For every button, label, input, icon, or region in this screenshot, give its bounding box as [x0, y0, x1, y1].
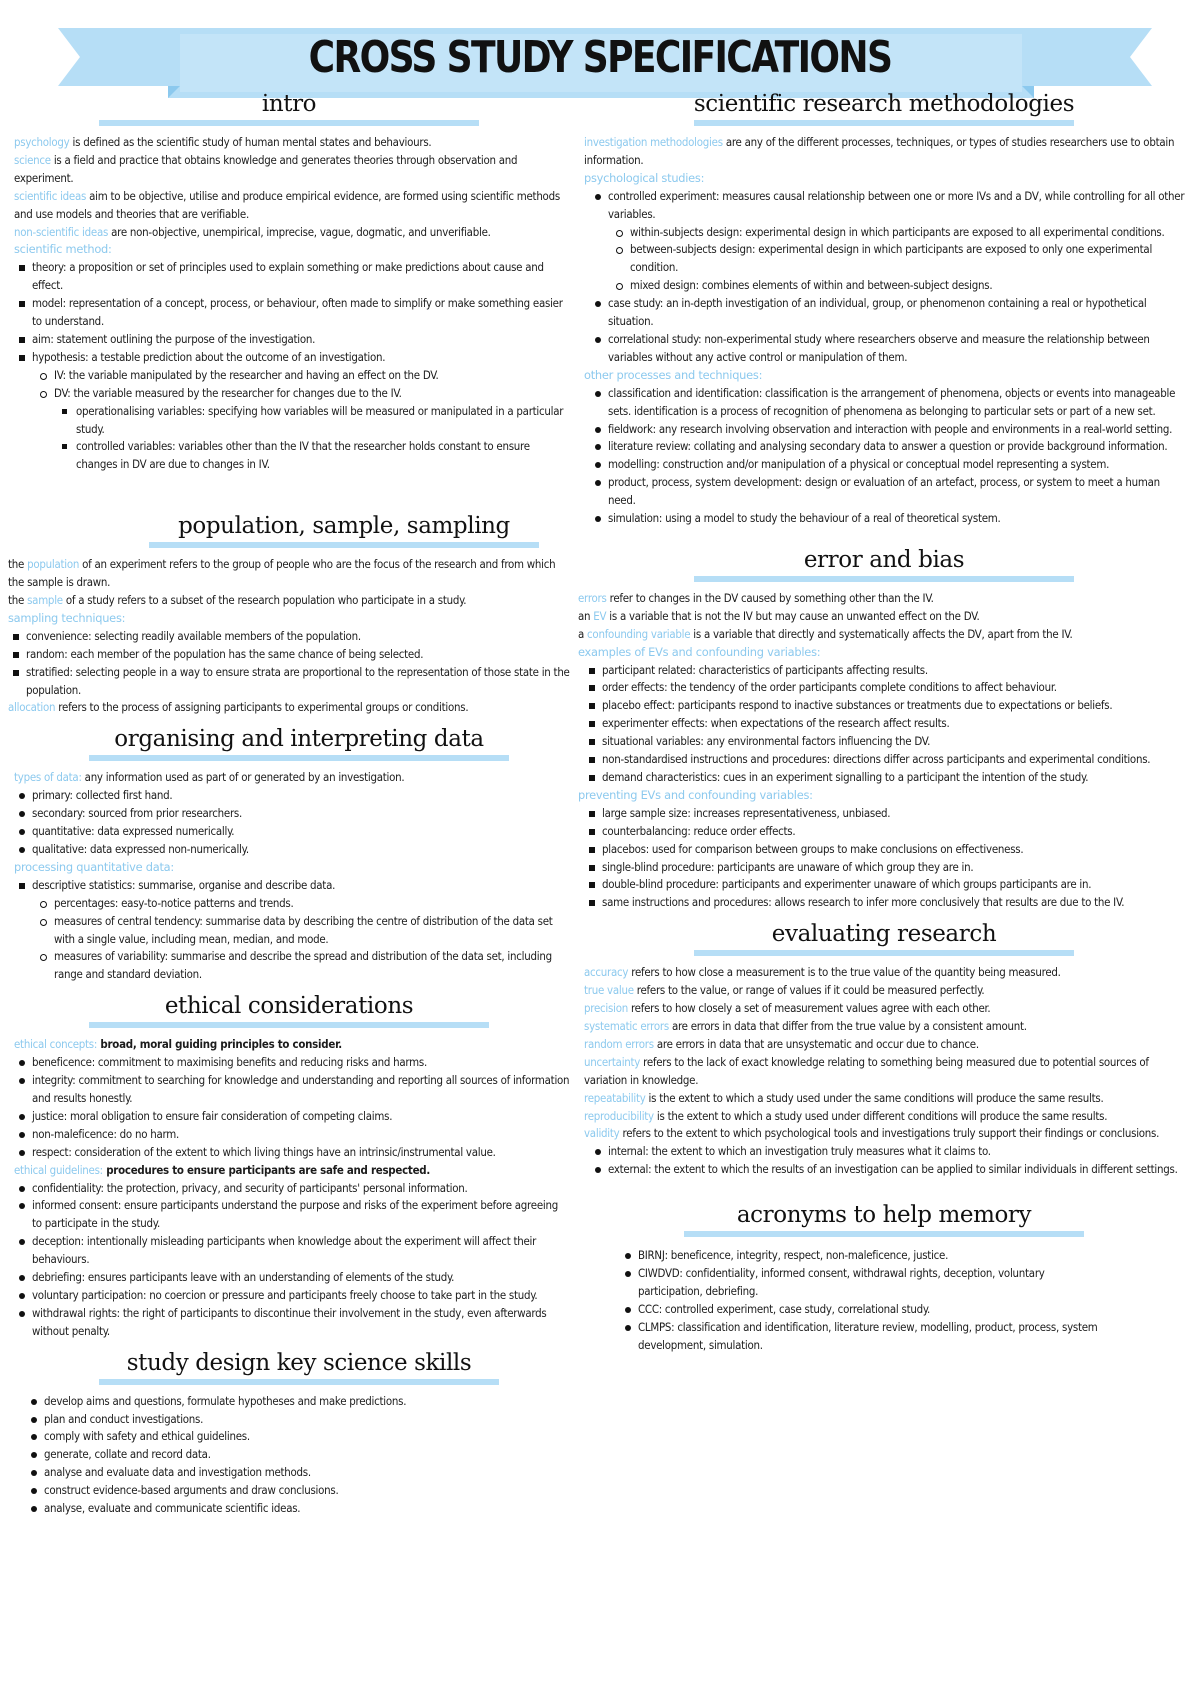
list-item [54, 385, 570, 475]
ethics-section [8, 992, 570, 1340]
text: are non-objective, unempirical, imprecise, vague, dogmatic, and unverifiable. [108, 224, 491, 239]
list-item: case study: an in-depth investigation of an individual, group, or phenomenon containing a real or hypothetical situation. [608, 295, 1190, 331]
left-column [8, 90, 570, 1695]
keyword: types of data: [14, 770, 82, 785]
list-item: informed consent: ensure participants understand the purpose and risks of the experiment before agreeing to participate in the study. [32, 1197, 570, 1233]
acronyms-list [578, 1247, 1190, 1354]
keyword: EV [593, 608, 607, 623]
list-item: placebo effect: participants respond to inactive substances or treatments due to expectations or beliefs. [602, 697, 1190, 715]
list-item: deception: intentionally misleading participants when knowledge about the experiment will affect their behaviours. [32, 1233, 570, 1269]
section-title: error and bias [803, 546, 965, 573]
text: is the extent to which a study used under different conditions will produce the same results. [653, 1108, 1108, 1123]
list-item [608, 188, 1190, 295]
title-banner [0, 14, 1200, 100]
psych-studies-list [584, 188, 1190, 367]
text: descriptive statistics: summarise, organise and describe data. [32, 877, 336, 892]
list-item: CCC: controlled experiment, case study, correlational study. [638, 1301, 1110, 1319]
list-item: fieldwork: any research involving observation and interaction with people and environments in a real-world setting. [608, 421, 1190, 439]
keyword: psychology [14, 135, 70, 149]
text: any information used as part of or generated by an investigation. [81, 770, 405, 785]
paragraph [8, 592, 570, 610]
methodologies-header [578, 90, 1190, 126]
list-item: voluntary participation: no coercion or pressure and participants freely choose to take part in the study. [32, 1287, 570, 1305]
list-item: primary: collected first hand. [32, 787, 570, 805]
text: refers to how closely a set of measurement values agree with each other. [627, 1001, 991, 1016]
list-item: product, process, system development: design or evaluation of an artefact, process, or system to meet a human need. [608, 474, 1190, 510]
text: of a study refers to a subset of the research population who participate in a study. [62, 593, 467, 608]
section-title: ethical considerations [164, 993, 414, 1020]
section-title: organising and interpreting data [114, 726, 484, 753]
list-item: non-standardised instructions and procedures: directions differ across participants and experimental conditions. [602, 751, 1190, 769]
list-item: single-blind procedure: participants are unaware of which group they are in. [602, 859, 1190, 877]
list-item: plan and conduct investigations. [44, 1411, 570, 1429]
organising-section [8, 725, 570, 984]
section-underline [99, 120, 479, 126]
paragraph [584, 1054, 1190, 1090]
section-title: evaluating research [771, 921, 997, 948]
list-item: IV: the variable manipulated by the researcher and having an effect on the DV. [54, 367, 570, 385]
list-item: same instructions and procedures: allows research to infer more conclusively that results are due to the IV. [602, 894, 1190, 912]
list-item: BIRNJ: beneficence, integrity, respect, non-maleficence, justice. [638, 1247, 1110, 1265]
guidelines-list [14, 1180, 570, 1341]
data-types-list [14, 787, 570, 859]
list-item: operationalising variables: specifying how variables will be measured or manipulated in a particular study. [76, 403, 570, 439]
acronyms-header [578, 1201, 1190, 1237]
list-item: double-blind procedure: participants and experimenter unaware of which groups participants are in. [602, 876, 1190, 894]
keyword: accuracy [584, 965, 629, 980]
text: refers to how close a measurement is to the true value of the quantity being measured. [628, 965, 1061, 980]
paragraph [578, 608, 1190, 626]
list-item: placebos: used for comparison between groups to make conclusions on effectiveness. [602, 841, 1190, 859]
section-underline [684, 1231, 1084, 1237]
list-item: correlational study: non-experimental study where researchers observe and measure the relationship between variables without any active control or manipulation of them. [608, 331, 1190, 367]
section-underline [694, 950, 1074, 956]
list-item: non-maleficence: do no harm. [32, 1126, 570, 1144]
keyword: repeatability [584, 1090, 646, 1105]
list-item: confidentiality: the protection, privacy, and security of participants' personal information. [32, 1180, 570, 1198]
sub-sub-list [54, 403, 570, 475]
section-underline [99, 1379, 499, 1385]
keyword: validity [584, 1126, 620, 1141]
list-item: beneficence: commitment to maximising benefits and reducing risks and harms. [32, 1054, 570, 1072]
list-item: theory: a proposition or set of principles used to explain something or make predictions about cause and effect. [32, 259, 570, 295]
text: is the extent to which a study used under the same conditions will produce the same results. [645, 1090, 1104, 1105]
keyword: errors [578, 590, 607, 605]
keyword: sample [27, 593, 63, 608]
error-section [578, 546, 1190, 912]
population-section [8, 512, 570, 717]
text: controlled experiment: measures causal relationship between one or more IVs and a DV, while controlling for all other variables. [608, 188, 1185, 221]
list-item: comply with safety and ethical guidelines. [44, 1428, 570, 1446]
paragraph [14, 152, 570, 188]
text: a [578, 626, 588, 641]
intro-section [8, 90, 570, 474]
text: the [8, 557, 28, 572]
text: procedures to ensure participants are safe and respected. [102, 1162, 430, 1177]
paragraph [584, 964, 1190, 982]
list-item: participant related: characteristics of participants affecting results. [602, 662, 1190, 680]
paragraph [584, 1125, 1190, 1143]
list-item: withdrawal rights: the right of participants to discontinue their involvement in the study, even afterwards without penalty. [32, 1305, 570, 1341]
text: refers to the value, or range of values if it could be measured perfectly. [633, 983, 985, 998]
text: are errors in data that differ from the true value by a consistent amount. [668, 1018, 1027, 1033]
list-item: stratified: selecting people in a way to ensure strata are proportional to the representation of those state in the population. [26, 664, 570, 700]
keyword: confounding variable [587, 626, 691, 641]
list-item [32, 349, 570, 474]
ethics-header [8, 992, 570, 1028]
other-techniques-list [584, 385, 1190, 528]
paragraph [14, 1162, 570, 1180]
list-item: classification and identification: classification is the arrangement of phenomena, objects or events into manageable sets. identification is a process of recognition of phenomena as belonging to particular sets or part of a new set. [608, 385, 1190, 421]
list-item: CLMPS: classification and identification, literature review, modelling, product, process, system development, simulation. [638, 1319, 1110, 1355]
sampling-list [8, 628, 570, 700]
concepts-list [14, 1054, 570, 1161]
paragraph [14, 134, 570, 152]
text: refer to changes in the DV caused by something other than the IV. [606, 590, 934, 605]
keyword: uncertainty [584, 1054, 641, 1069]
keyword: systematic errors [584, 1018, 669, 1033]
paragraph [14, 188, 570, 224]
list-item: debriefing: ensures participants leave with an understanding of elements of the study. [32, 1269, 570, 1287]
list-item: controlled variables: variables other than the IV that the researcher holds constant to ensure changes in DV are due to changes in IV. [76, 438, 570, 474]
list-item: measures of variability: summarise and describe the spread and distribution of the data set, including range and standard deviation. [54, 948, 570, 984]
list-item [32, 877, 570, 984]
list-item: experimenter effects: when expectations of the research affect results. [602, 715, 1190, 733]
keyword: population [27, 557, 80, 572]
keyword: investigation methodologies [584, 135, 723, 149]
list-item: order effects: the tendency of the order participants complete conditions to affect behaviour. [602, 679, 1190, 697]
subheading: psychological studies: [584, 170, 705, 185]
text: of an experiment refers to the group of people who are the focus of the research and from which the sample is drawn. [8, 557, 556, 590]
list-item: generate, collate and record data. [44, 1446, 570, 1464]
paragraph [14, 1036, 570, 1054]
skills-list [8, 1393, 570, 1518]
list-item: within-subjects design: experimental design in which participants are exposed to all experimental conditions. [630, 224, 1190, 242]
text: is a variable that directly and systematically affects the DV, apart from the IV. [690, 626, 1073, 641]
skills-header [8, 1349, 570, 1385]
organising-header [8, 725, 570, 761]
subheading: processing quantitative data: [14, 859, 174, 874]
list-item: analyse, evaluate and communicate scientific ideas. [44, 1500, 570, 1518]
population-header [8, 512, 570, 548]
list-item: develop aims and questions, formulate hypotheses and make predictions. [44, 1393, 570, 1411]
section-title: acronyms to help memory [736, 1202, 1032, 1229]
subheading: scientific method: [14, 242, 112, 257]
error-header [578, 546, 1190, 582]
acronyms-section [578, 1201, 1190, 1354]
sub-list [32, 367, 570, 474]
list-item: justice: moral obligation to ensure fair consideration of competing claims. [32, 1108, 570, 1126]
method-list [14, 259, 570, 474]
evaluating-header [578, 920, 1190, 956]
examples-list [578, 662, 1190, 787]
keyword: allocation [8, 700, 56, 715]
list-item: large sample size: increases representativeness, unbiased. [602, 805, 1190, 823]
paragraph [8, 556, 570, 592]
paragraph [8, 699, 570, 717]
section-title: population, sample, sampling [178, 513, 510, 540]
list-item: model: representation of a concept, process, or behaviour, often made to simplify or make something easier to understand. [32, 295, 570, 331]
paragraph [584, 1108, 1190, 1126]
list-item: external: the extent to which the results of an investigation can be applied to similar individuals in different settings. [608, 1161, 1190, 1179]
text: broad, moral guiding principles to consider. [97, 1037, 342, 1052]
text: refers to the lack of exact knowledge relating to something being measured due to potential sources of variation in knowledge. [584, 1054, 1149, 1087]
list-item: aim: statement outlining the purpose of the investigation. [32, 331, 570, 349]
keyword: non-scientific ideas [14, 224, 109, 239]
paragraph [584, 134, 1190, 170]
list-item: counterbalancing: reduce order effects. [602, 823, 1190, 841]
sub-list [32, 895, 570, 985]
subheading: examples of EVs and confounding variables: [578, 644, 821, 659]
paragraph [584, 1018, 1190, 1036]
subheading: other processes and techniques: [584, 367, 763, 382]
right-column [578, 90, 1190, 1695]
list-item: random: each member of the population has the same chance of being selected. [26, 646, 570, 664]
text: is defined as the scientific study of human mental states and behaviours. [69, 135, 432, 149]
keyword: reproducibility [584, 1108, 654, 1123]
list-item: convenience: selecting readily available members of the population. [26, 628, 570, 646]
keyword: ethical concepts: [14, 1037, 98, 1052]
text: is a variable that is not the IV but may cause an unwanted effect on the DV. [606, 608, 980, 623]
section-underline [89, 1022, 489, 1028]
page-title: CROSS STUDY SPECIFICATIONS [308, 31, 892, 83]
paragraph [578, 590, 1190, 608]
sub-list [608, 224, 1190, 296]
section-underline [694, 120, 1074, 126]
list-item: integrity: commitment to searching for knowledge and understanding and reporting all sources of information and results honestly. [32, 1072, 570, 1108]
list-item: CIWDVD: confidentiality, informed consent, withdrawal rights, deception, voluntary participation, debriefing. [638, 1265, 1110, 1301]
section-underline [149, 542, 539, 548]
section-title: study design key science skills [126, 1349, 472, 1376]
keyword: random errors [584, 1036, 654, 1051]
text: are errors in data that are unsystematic and occur due to chance. [653, 1036, 979, 1051]
keyword: scientific ideas [14, 188, 87, 203]
list-item: quantitative: data expressed numerically. [32, 823, 570, 841]
validity-list [584, 1143, 1190, 1179]
list-item: mixed design: combines elements of within and between-subject designs. [630, 277, 1190, 295]
keyword: ethical guidelines: [14, 1162, 103, 1177]
section-underline [694, 576, 1074, 582]
list-item: modelling: construction and/or manipulation of a physical or conceptual model representing a system. [608, 456, 1190, 474]
keyword: true value [584, 983, 634, 998]
list-item: situational variables: any environmental factors influencing the DV. [602, 733, 1190, 751]
list-item: secondary: sourced from prior researchers. [32, 805, 570, 823]
preventing-list [578, 805, 1190, 912]
paragraph [14, 224, 570, 242]
list-item: simulation: using a model to study the behaviour of a real of theoretical system. [608, 510, 1190, 528]
paragraph [14, 769, 570, 787]
text: is a field and practice that obtains knowledge and generates theories through observation and experiment. [14, 152, 518, 185]
list-item: percentages: easy-to-notice patterns and trends. [54, 895, 570, 913]
list-item: literature review: collating and analysing secondary data to answer a question or provide background information. [608, 438, 1190, 456]
intro-header [8, 90, 570, 126]
list-item: internal: the extent to which an investigation truly measures what it claims to. [608, 1143, 1190, 1161]
list-item: between-subjects design: experimental design in which participants are exposed to only one experimental condition. [630, 241, 1190, 277]
text: hypothesis: a testable prediction about the outcome of an investigation. [32, 349, 386, 364]
text: the [8, 593, 28, 608]
paragraph [584, 1090, 1190, 1108]
processing-list [14, 877, 570, 984]
list-item: measures of central tendency: summarise data by describing the centre of distribution of the data set with a single value, including mean, median, and mode. [54, 913, 570, 949]
section-underline [89, 755, 509, 761]
text: refers to the extent to which psychological tools and investigations truly support their findings or conclusions. [619, 1126, 1160, 1141]
subheading: sampling techniques: [8, 610, 126, 625]
list-item: respect: consideration of the extent to which living things have an intrinsic/instrumental value. [32, 1144, 570, 1162]
evaluating-section [578, 920, 1190, 1179]
paragraph [584, 1036, 1190, 1054]
list-item: analyse and evaluate data and investigation methods. [44, 1464, 570, 1482]
section-title: intro [261, 91, 317, 117]
list-item: qualitative: data expressed non-numerically. [32, 841, 570, 859]
subheading: preventing EVs and confounding variables: [578, 787, 813, 802]
keyword: precision [584, 1001, 628, 1016]
paragraph [578, 626, 1190, 644]
text: an [578, 608, 594, 623]
text: refers to the process of assigning participants to experimental groups or conditions. [55, 700, 469, 715]
methodologies-section [578, 90, 1190, 528]
paragraph [584, 1000, 1190, 1018]
text: aim to be objective, utilise and produce empirical evidence, are formed using scientific methods and use models and theories that are verifiable. [14, 188, 560, 221]
skills-section [8, 1349, 570, 1518]
keyword: science [14, 152, 51, 167]
paragraph [584, 982, 1190, 1000]
text: are any of the different processes, techniques, or types of studies researchers use to obtain information. [584, 135, 1175, 167]
list-item: construct evidence-based arguments and draw conclusions. [44, 1482, 570, 1500]
section-title: scientific research methodologies [693, 91, 1075, 117]
list-item: demand characteristics: cues in an experiment signalling to a participant the intention of the study. [602, 769, 1190, 787]
text: DV: the variable measured by the researcher for changes due to the IV. [54, 385, 402, 400]
